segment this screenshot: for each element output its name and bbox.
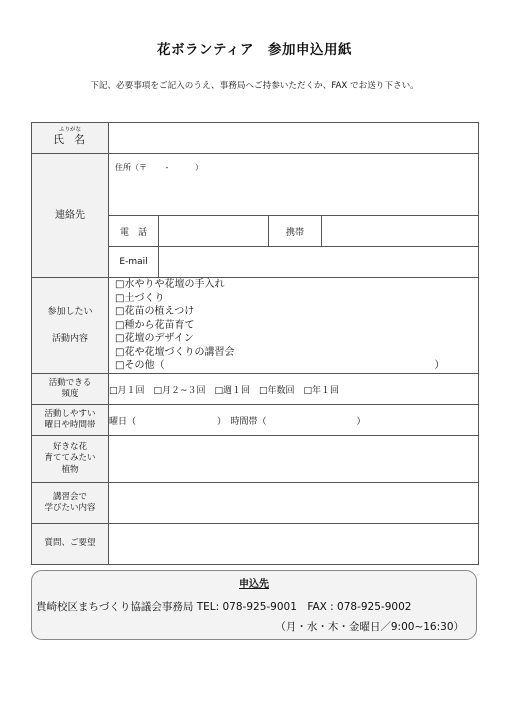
name-ruby: ふりがな (58, 126, 81, 133)
days-field[interactable]: 曜日（ ） 時間帯（ ） (109, 405, 479, 436)
footer-hours: （月・水・木・金曜日／9:00~16:30） (275, 621, 464, 633)
activity-label-line-2: 活動内容 (51, 333, 88, 344)
questions-label: 質問、ご要望 (32, 524, 109, 565)
contact-label-cell (32, 154, 109, 278)
flowers-row (32, 436, 479, 483)
activity-checkbox[interactable]: □花壇のデザイン (115, 333, 194, 345)
flowers-label-line-3: 植物 (61, 464, 79, 475)
footer-contact-line: 貴崎校区まちづくり協議会事務局 TEL: 078-925-9001 FAX : 078-925-9002 (36, 601, 412, 613)
activity-checkbox[interactable]: □種から花苗育て (115, 319, 195, 331)
mobile-label: 携帯 (269, 216, 322, 247)
email-field[interactable] (159, 247, 479, 278)
contact-label: 連絡先 (55, 209, 85, 221)
address-label: 住所（〒 - ） (115, 163, 203, 172)
contact-info-box (31, 570, 477, 640)
questions-row (32, 524, 479, 565)
activity-checkbox[interactable]: □水やりや花壇の手入れ (115, 279, 225, 291)
flowers-field[interactable] (109, 436, 479, 483)
flowers-label-line-1: 好きな花 (52, 441, 87, 452)
activity-checkbox[interactable]: □花や花壇づくりの講習会 (115, 346, 235, 358)
frequency-label-line-2: 頻度 (61, 389, 79, 399)
activity-checkbox-other[interactable]: □その他（ ） (115, 360, 445, 372)
days-row (32, 405, 479, 436)
address-row (32, 154, 479, 216)
flowers-label-line-2: 育ててみたい (44, 453, 96, 464)
intro-text: 下記、必要事項をご記入のうえ、事務局へご持参いただくか、FAX でお送り下さい。 (90, 81, 419, 91)
workshop-label-line-2: 学びたい内容 (44, 503, 96, 513)
page-title: 花ボランティア 参加申込用紙 (157, 42, 352, 58)
activity-row (32, 278, 479, 374)
flowers-label-cell (32, 436, 109, 483)
workshop-row (32, 483, 479, 524)
workshop-field[interactable] (109, 483, 479, 524)
phone-field[interactable] (159, 216, 269, 247)
frequency-row (32, 374, 479, 405)
frequency-options[interactable]: □月１回 □月２~３回 □週１回 □年数回 □年１回 (109, 374, 479, 405)
days-label-line-1: 活動しやすい (44, 408, 96, 419)
application-form (31, 122, 479, 565)
name-label-cell (32, 123, 109, 154)
frequency-label-cell (32, 374, 109, 405)
footer-title: 申込先 (239, 579, 269, 590)
email-label: E-mail (109, 247, 159, 278)
name-label: 氏名 (53, 132, 95, 146)
frequency-label-line-1: 活動できる (48, 377, 92, 388)
name-field[interactable] (109, 123, 479, 154)
activity-checkbox[interactable]: □花苗の植えつけ (115, 306, 195, 318)
days-label-line-2: 曜日や時間帯 (44, 420, 96, 430)
questions-field[interactable] (109, 524, 479, 565)
activity-label-line-1: 参加したい (47, 307, 93, 318)
name-row (32, 123, 479, 154)
activity-options (109, 278, 479, 374)
workshop-label-cell (32, 483, 109, 524)
activity-checkbox[interactable]: □土づくり (115, 292, 165, 304)
activity-label-cell (32, 278, 109, 374)
workshop-label-line-1: 講習会で (52, 491, 87, 502)
phone-label: 電 話 (109, 216, 159, 247)
mobile-field[interactable] (322, 216, 479, 247)
days-label-cell (32, 405, 109, 436)
address-field[interactable] (109, 154, 479, 216)
